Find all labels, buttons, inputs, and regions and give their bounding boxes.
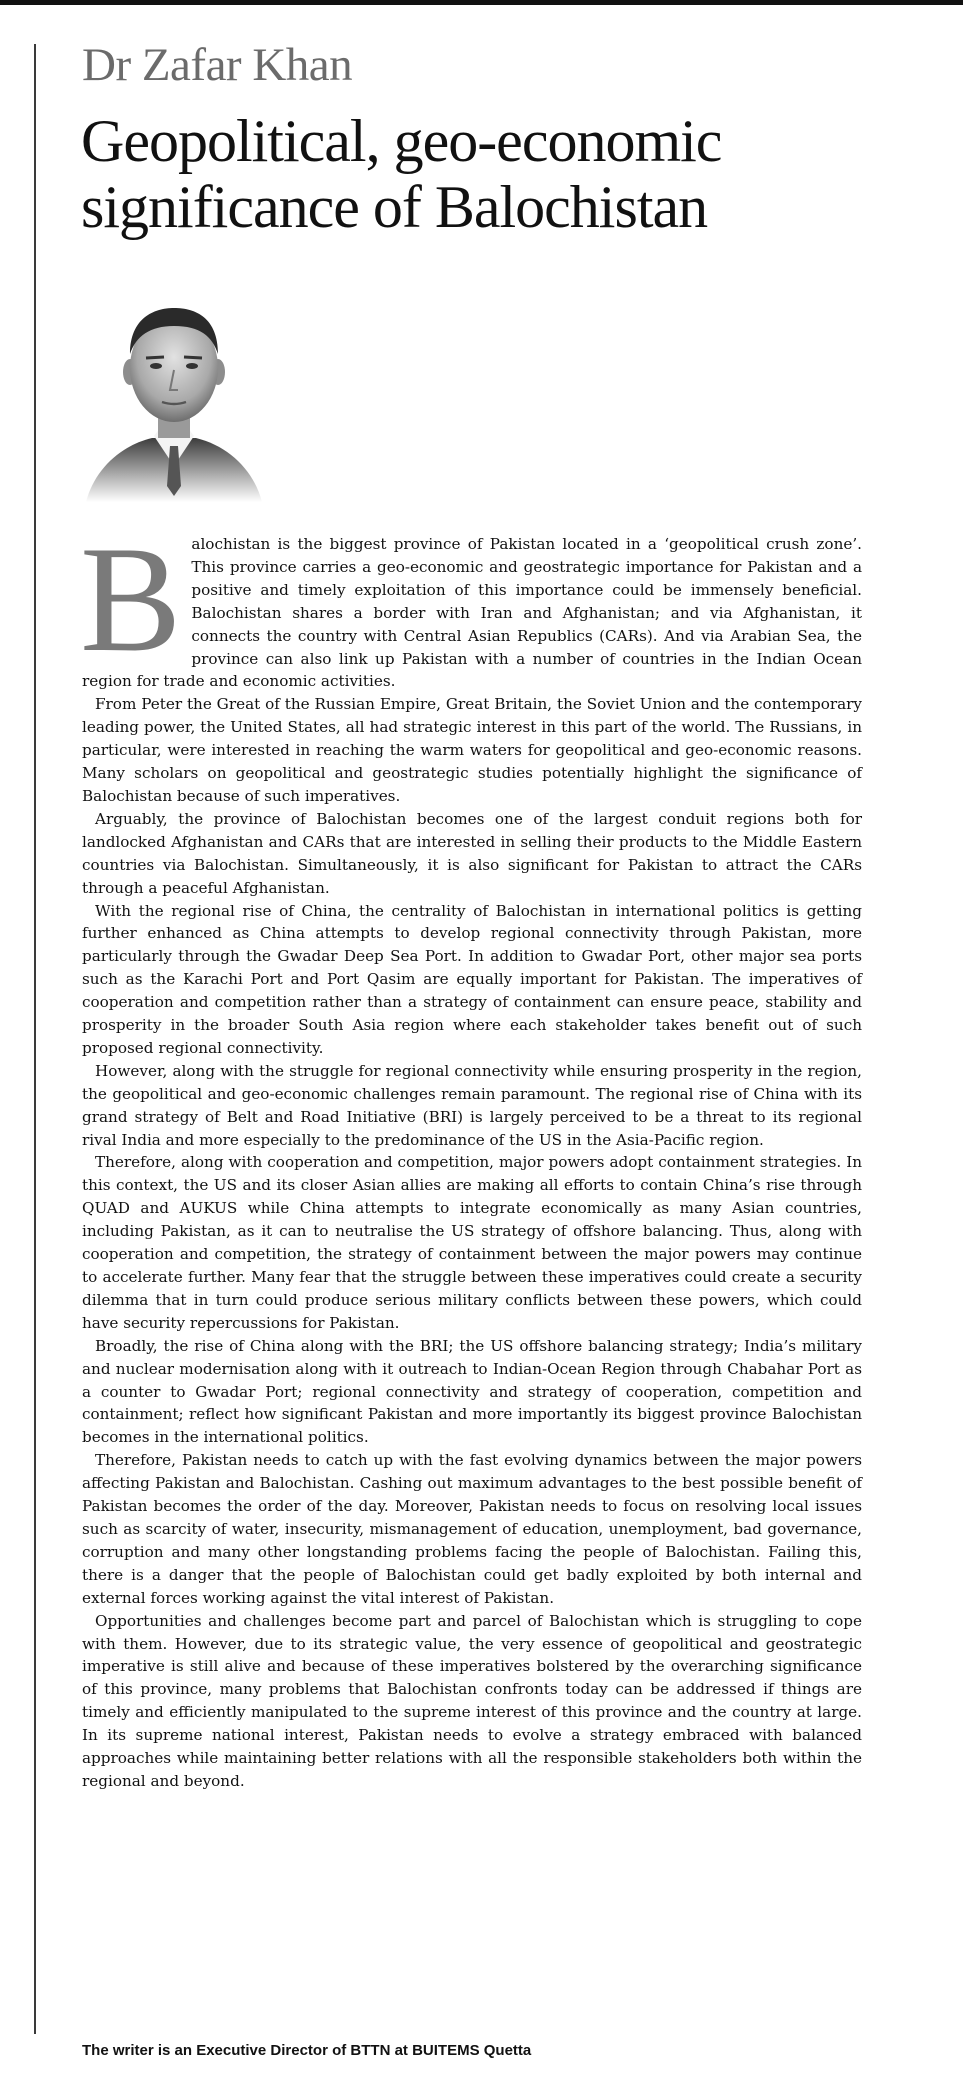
top-rule <box>0 0 963 5</box>
article-body <box>80 515 862 1793</box>
article-paragraph: Therefore, along with cooperation and competition, major powers adopt containment strategies. In this context, the US and its closer Asian allies are making all efforts to contain China’s rise through QUAD and AUKUS while China attempts to integrate economically as many Asian countries, including Pakistan, as it can to neutralise the US strategy of offshore balancing. Thus, along with cooperation and competition, the strategy of containment between the major powers may continue to accelerate further. Many fear that the struggle between these imperatives could create a security dilemma that in turn could produce serious military conflicts between these powers, which could have security repercussions for Pakistan. <box>82 1153 862 1332</box>
headline-line-2: significance of Balochistan <box>81 174 708 240</box>
headline <box>81 108 941 240</box>
article-paragraph <box>80 515 862 693</box>
author-byline: Dr Zafar Khan <box>82 39 353 91</box>
article-paragraph: From Peter the Great of the Russian Empire, Great Britain, the Soviet Union and the contemporary leading power, the United States, all had strategic interest in this part of the world. The Russians, in particular, were interested in reaching the warm waters for geopolitical and geo-economic reasons. Many scholars on geopolitical and geostrategic studies potentially highlight the significance of Balochistan because of such imperatives. <box>82 695 862 805</box>
drop-cap: B <box>80 515 182 683</box>
article-paragraph: Broadly, the rise of China along with the BRI; the US offshore balancing strategy; India’s military and nuclear modernisation along with it outreach to Indian-Ocean Region through Chabahar Port as a counter to Gwadar Port; regional connectivity and strategy of cooperation, competition and containment; reflect how significant Pakistan and more importantly its biggest province Balochistan becomes in the international politics. <box>82 1336 862 1447</box>
article-paragraph: Opportunities and challenges become part and parcel of Balochistan which is struggling to cope with them. However, due to its strategic value, the very essence of geopolitical and geostrategic imperative is still alive and because of these imperatives bolstered by the overarching significance of this province, many problems that Balochistan confronts today can be addressed if things are timely and efficiently manipulated to the supreme interest of this province and the country at large. In its supreme national interest, Pakistan needs to evolve a strategy embraced with balanced approaches while maintaining better relations with all the responsible stakeholders both within the regional and beyond. <box>82 1611 862 1790</box>
article-paragraph: Therefore, Pakistan needs to catch up with the fast evolving dynamics between the major powers affecting Pakistan and Balochistan. Cashing out maximum advantages to the best possible benefit of Pakistan becomes the order of the day. Moreover, Pakistan needs to focus on resolving local issues such as scarcity of water, insecurity, mismanagement of education, unemployment, bad governance, corruption and many other longstanding problems facing the people of Balochistan. Failing this, there is a danger that the people of Balochistan could get badly exploited by both internal and external forces working against the vital interest of Pakistan. <box>82 1451 862 1607</box>
author-portrait-icon <box>84 296 264 502</box>
author-note: The writer is an Executive Director of BTTN at BUITEMS Quetta <box>82 2042 532 2059</box>
column-rule <box>34 44 36 2034</box>
article-paragraph: With the regional rise of China, the centrality of Balochistan in international politics is getting further enhanced as China attempts to develop regional connectivity through Pakistan, more particularly through the Gwadar Deep Sea Port. In addition to Gwadar Port, other major sea ports such as the Karachi Port and Port Qasim are equally important for Pakistan. The imperatives of cooperation and competition rather than a strategy of containment can ensure peace, stability and prosperity in the broader South Asia region where each stakeholder takes benefit out of such proposed regional connectivity. <box>82 901 862 1057</box>
paragraph-text: alochistan is the biggest province of Pakistan located in a ‘geopolitical crush zone’. This province carries a geo-economic and geostrategic importance for Pakistan and a positive and timely exploitation of this importance could be immensely beneficial. Balochistan shares a border with Iran and Afghanistan; and via Afghanistan, it connects the country with Central Asian Republics (CARs). And via Arabian Sea, the province can also link up Pakistan with a number of countries in the Indian Ocean region for trade and economic activities. <box>82 535 862 691</box>
article-paragraph: However, along with the struggle for regional connectivity while ensuring prosperity in the region, the geopolitical and geo-economic challenges remain paramount. The regional rise of China with its grand strategy of Belt and Road Initiative (BRI) is largely perceived to be a threat to its regional rival India and more especially to the predominance of the US in the Asia-Pacific region. <box>82 1061 862 1149</box>
article-paragraph: Arguably, the province of Balochistan becomes one of the largest conduit regions both for landlocked Afghanistan and CARs that are interested in selling their products to the Middle Eastern countries via Balochistan. Simultaneously, it is also significant for Pakistan to attract the CARs through a peaceful Afghanistan. <box>82 809 862 897</box>
headline-line-1: Geopolitical, geo-economic <box>81 108 722 174</box>
